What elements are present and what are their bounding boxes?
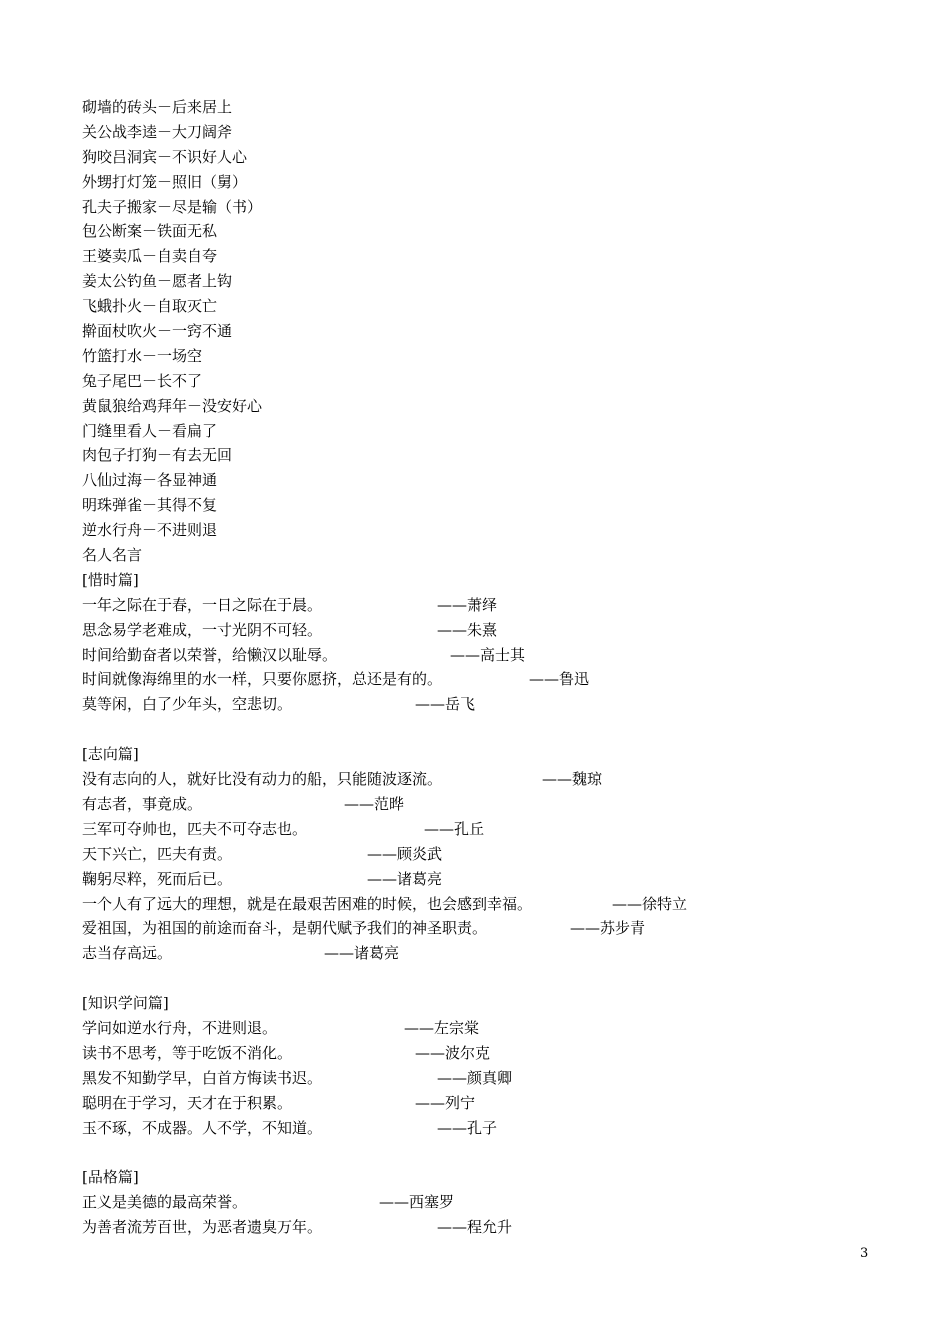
xiehouyu-list <box>82 95 882 543</box>
quote-line <box>82 692 882 717</box>
quote-author: ——高士其 <box>450 645 526 664</box>
xiehouyu-line: 砌墙的砖头－后来居上 <box>82 98 233 116</box>
quote-line <box>82 767 882 792</box>
quote-author: ——左宗棠 <box>404 1018 480 1037</box>
quote-text: 读书不思考，等于吃饭不消化。 <box>82 1043 293 1062</box>
quote-line <box>82 941 882 966</box>
quote-author: ——列宁 <box>415 1093 476 1112</box>
quote-line <box>82 1116 882 1141</box>
quote-line <box>82 618 882 643</box>
xiehouyu-line: 八仙过海－各显神通 <box>82 471 218 490</box>
quote-text: 聪明在于学习，天才在于积累。 <box>82 1093 293 1112</box>
blank-line <box>82 1140 882 1165</box>
xiehouyu-line: 黄鼠狼给鸡拜年－没安好心 <box>82 396 263 415</box>
quote-author: ——鲁迅 <box>529 670 590 689</box>
quote-text: 黑发不知勤学早，白首方悔读书迟。 <box>82 1068 323 1087</box>
quotes-heading: 名人名言 <box>82 546 143 565</box>
quote-author: ——岳飞 <box>415 695 476 714</box>
quote-text: 思念易学老难成，一寸光阴不可轻。 <box>82 620 323 639</box>
quote-text: 时间就像海绵里的水一样，只要你愿挤，总还是有的。 <box>82 670 443 689</box>
quote-text: 时间给勤奋者以荣誉，给懒汉以耻辱。 <box>82 645 338 664</box>
blank-line <box>82 717 882 742</box>
quote-author: ——苏步青 <box>570 919 646 938</box>
xiehouyu-line: 门缝里看人－看扁了 <box>82 421 218 440</box>
quote-line <box>82 593 882 618</box>
quote-line <box>82 1190 882 1215</box>
quote-text: 为善者流芳百世，为恶者遗臭万年。 <box>82 1218 323 1237</box>
xiehouyu-line: 逆水行舟－不进则退 <box>82 521 218 540</box>
quote-line <box>82 1016 882 1041</box>
quote-line <box>82 1215 882 1240</box>
xiehouyu-line: 关公战李逵－大刀阔斧 <box>82 122 233 141</box>
xiehouyu-line: 包公断案－铁面无私 <box>82 222 218 241</box>
quote-text: 没有志向的人，就好比没有动力的船，只能随波逐流。 <box>82 770 443 789</box>
quote-text: 莫等闲，白了少年头，空悲切。 <box>82 695 293 714</box>
quote-author: ——朱熹 <box>437 620 498 639</box>
quote-text: 一个人有了远大的理想，就是在最艰苦困难的时候，也会感到幸福。 <box>82 894 533 913</box>
quote-line <box>82 667 882 692</box>
quote-text: 天下兴亡，匹夫有责。 <box>82 844 233 863</box>
section-title: [惜时篇] <box>82 570 139 589</box>
quote-author: ——诸葛亮 <box>324 944 400 963</box>
quote-author: ——魏琼 <box>542 770 603 789</box>
quote-author: ——西塞罗 <box>379 1193 455 1212</box>
quote-text: 爱祖国，为祖国的前途而奋斗，是朝代赋予我们的神圣职责。 <box>82 919 488 938</box>
xiehouyu-line: 孔夫子搬家－尽是输（书） <box>82 197 263 216</box>
quote-line <box>82 867 882 892</box>
xiehouyu-line: 明珠弹雀－其得不复 <box>82 496 218 515</box>
quote-text: 三军可夺帅也，匹夫不可夺志也。 <box>82 819 308 838</box>
xiehouyu-line: 飞蛾扑火－自取灭亡 <box>82 297 218 316</box>
xiehouyu-line: 擀面杖吹火－一窍不通 <box>82 322 233 341</box>
section-title: [志向篇] <box>82 745 139 764</box>
quote-line <box>82 916 882 941</box>
quote-author: ——萧绎 <box>437 595 498 614</box>
page-number: 3 <box>860 1246 869 1261</box>
xiehouyu-line: 兔子尾巴－长不了 <box>82 371 203 390</box>
quote-text: 有志者，事竟成。 <box>82 794 203 813</box>
xiehouyu-line: 狗咬吕洞宾－不识好人心 <box>82 147 248 166</box>
document-body <box>82 95 882 1240</box>
quote-author: ——顾炎武 <box>367 844 443 863</box>
quote-text: 正义是美德的最高荣誉。 <box>82 1193 248 1212</box>
quote-line <box>82 792 882 817</box>
quote-line <box>82 892 882 917</box>
xiehouyu-line: 竹篮打水－一场空 <box>82 346 203 365</box>
quote-line <box>82 1041 882 1066</box>
quote-author: ——徐特立 <box>612 894 688 913</box>
quote-text: 学问如逆水行舟，不进则退。 <box>82 1018 278 1037</box>
quote-text: 鞠躬尽粹，死而后已。 <box>82 869 233 888</box>
quote-author: ——颜真卿 <box>437 1068 513 1087</box>
section-title: [知识学问篇] <box>82 994 169 1013</box>
quote-author: ——孔丘 <box>424 819 485 838</box>
quote-author: ——程允升 <box>437 1218 513 1237</box>
xiehouyu-line: 姜太公钓鱼－愿者上钩 <box>82 272 233 291</box>
quote-author: ——孔子 <box>437 1118 498 1137</box>
xiehouyu-line: 肉包子打狗－有去无回 <box>82 446 233 465</box>
section-title: [品格篇] <box>82 1168 139 1187</box>
xiehouyu-line: 王婆卖瓜－自卖自夸 <box>82 247 218 266</box>
quote-line <box>82 643 882 668</box>
quote-text: 志当存高远。 <box>82 944 173 963</box>
quote-text: 一年之际在于春，一日之际在于晨。 <box>82 595 323 614</box>
quote-author: ——诸葛亮 <box>367 869 443 888</box>
quote-line <box>82 1091 882 1116</box>
quote-author: ——范晔 <box>344 794 405 813</box>
quote-text: 玉不琢，不成器。人不学，不知道。 <box>82 1118 323 1137</box>
quote-line <box>82 1066 882 1091</box>
blank-line <box>82 966 882 991</box>
xiehouyu-line: 外甥打灯笼－照旧（舅） <box>82 172 248 191</box>
quote-line <box>82 842 882 867</box>
quote-author: ——波尔克 <box>415 1043 491 1062</box>
quote-line <box>82 817 882 842</box>
quote-sections <box>82 568 882 1240</box>
